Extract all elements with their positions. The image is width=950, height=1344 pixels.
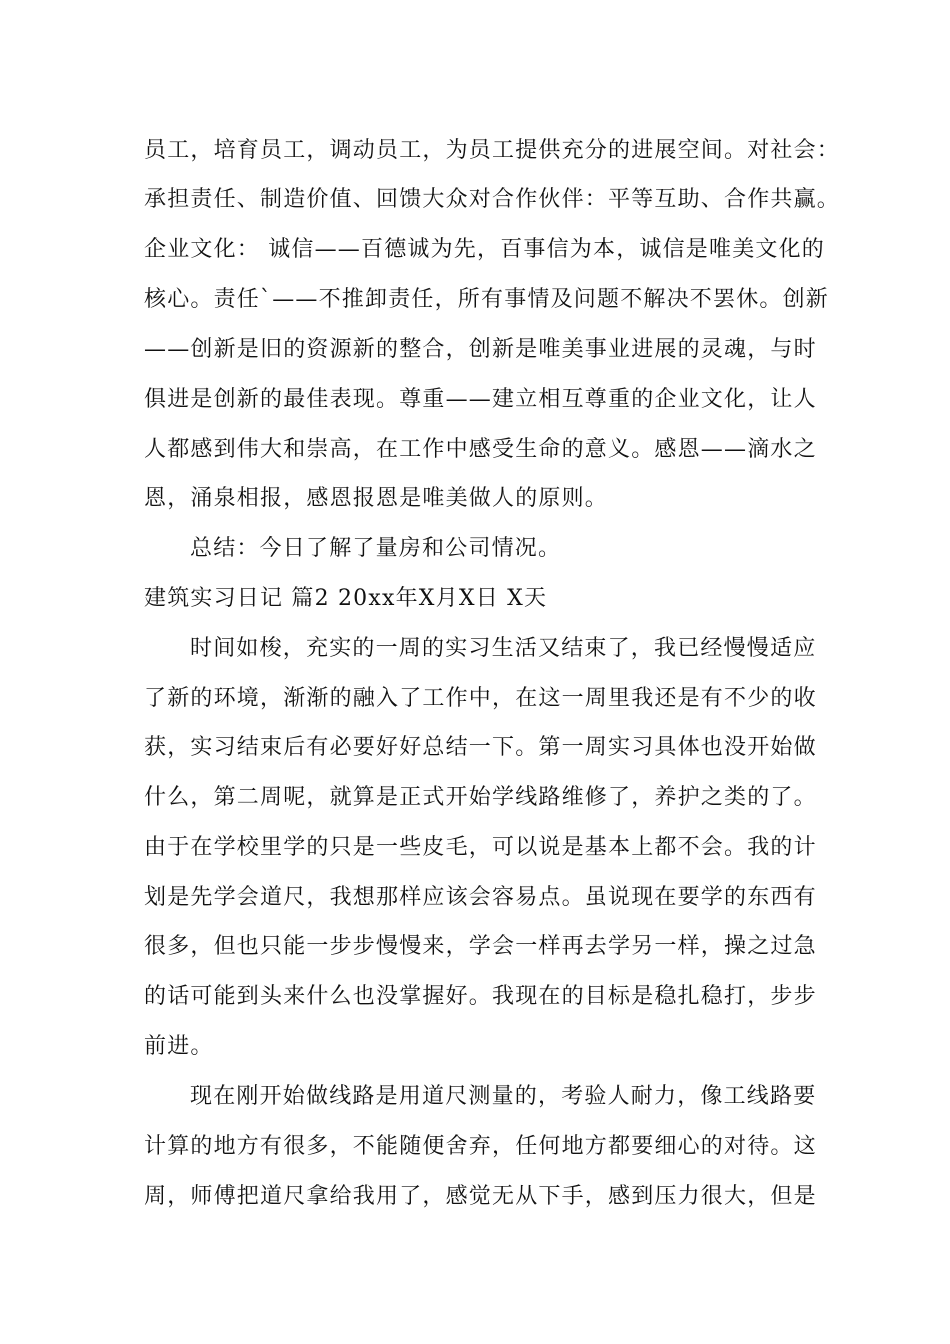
text-line: 获，实习结束后有必要好好总结一下。第一周实习具体也没开始做 (144, 735, 817, 760)
text-line: 周，师傅把道尺拿给我用了，感觉无从下手，感到压力很大，但是 (144, 1184, 817, 1209)
text-line: 由于在学校里学的只是一些皮毛，可以说是基本上都不会。我的计 (144, 835, 817, 860)
text-line: 前进。 (144, 1034, 214, 1059)
text-line: 什么，第二周呢，就算是正式开始学线路维修了，养护之类的了。 (144, 785, 817, 810)
text-line: 计算的地方有很多，不能随便舍弃，任何地方都要细心的对待。这 (144, 1134, 817, 1159)
text-line: ——创新是旧的资源新的整合，创新是唯美事业进展的灵魂，与时 (144, 337, 817, 362)
text-line: 现在刚开始做线路是用道尺测量的，考验人耐力，像工线路要 (190, 1084, 817, 1109)
text-line: 的话可能到头来什么也没掌握好。我现在的目标是稳扎稳打，步步 (144, 984, 817, 1009)
text-line: 俱进是创新的最佳表现。尊重——建立相互尊重的企业文化，让人 (144, 387, 817, 412)
summary-line: 总结：今日了解了量房和公司情况。 (190, 536, 562, 561)
text-line: 很多，但也只能一步步慢慢来，学会一样再去学另一样，操之过急 (144, 934, 817, 959)
text-line: 时间如梭，充实的一周的实习生活又结束了，我已经慢慢适应 (190, 636, 817, 661)
text-line: 承担责任、制造价值、回馈大众对合作伙伴：平等互助、合作共赢。 (144, 187, 841, 212)
text-line: 人都感到伟大和崇高，在工作中感受生命的意义。感恩——滴水之 (144, 437, 817, 462)
text-line: 核心。责任`——不推卸责任，所有事情及问题不解决不罢休。创新 (144, 287, 830, 312)
text-line: 恩，涌泉相报，感恩报恩是唯美做人的原则。 (144, 486, 609, 511)
section-heading: 建筑实习日记 篇2 20xx年X月X日 X天 (144, 586, 548, 611)
text-line: 划是先学会道尺，我想那样应该会容易点。虽说现在要学的东西有 (144, 885, 817, 910)
text-line: 企业文化： 诚信——百德诚为先，百事信为本，诚信是唯美文化的 (144, 237, 825, 262)
text-line: 了新的环境，渐渐的融入了工作中，在这一周里我还是有不少的收 (144, 686, 817, 711)
text-line: 员工，培育员工，调动员工，为员工提供充分的进展空间。对社会： (144, 138, 841, 163)
